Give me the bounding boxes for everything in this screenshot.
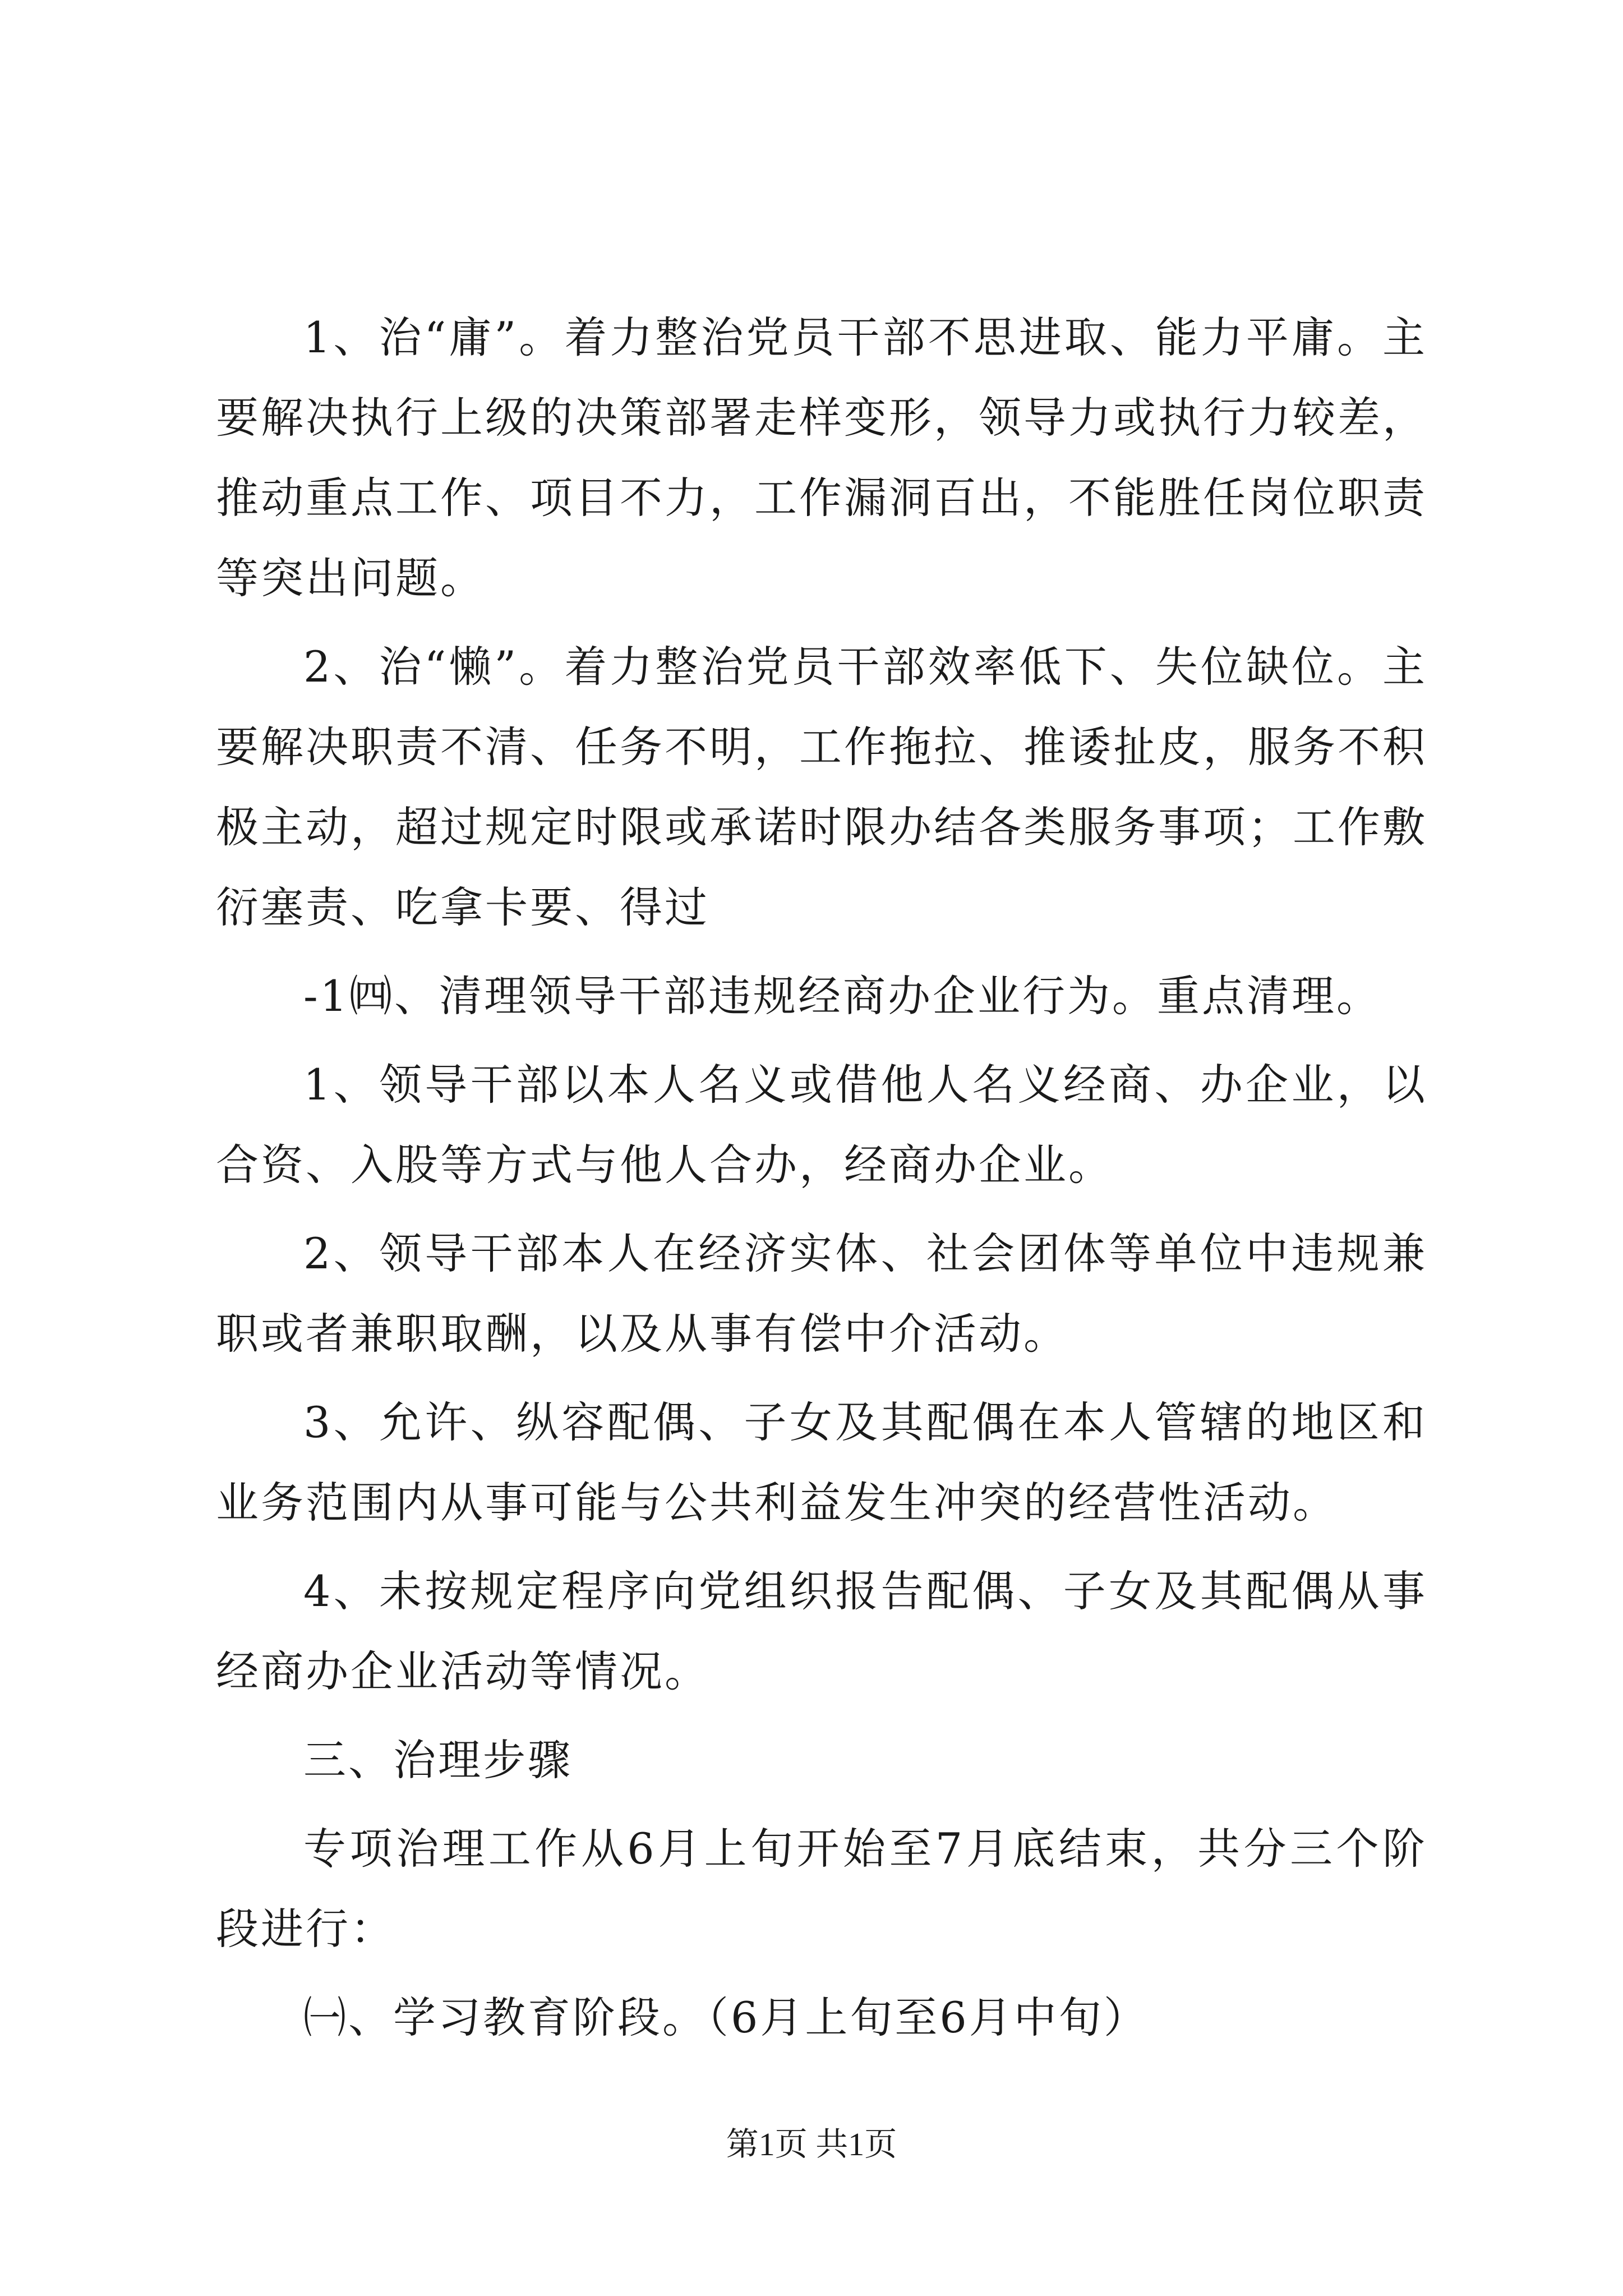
paragraph-item-3: 3、允许、纵容配偶、子女及其配偶在本人管辖的地区和业务范围内从事可能与公共利益发生冲突的经营性活动。 <box>216 1397 1427 1527</box>
section-heading-steps: 三、治理步骤 <box>303 1735 573 1785</box>
document-body <box>216 297 1427 2066</box>
paragraph-schedule: 专项治理工作从6月上旬开始至7月底结束，共分三个阶段进行： <box>216 1824 1427 1954</box>
paragraph-zhi-lan: 2、治“懒”。着力整治党员干部效率低下、失位缺位。主要解决职责不清、任务不明，工作拖拉、推诿扯皮，服务不积极主动，超过规定时限或承诺时限办结各类服务事项；工作敷衍塞责、吃拿卡要、得过 <box>216 642 1427 932</box>
paragraph-stage-1: ㈠、学习教育阶段。（6月上旬至6月中旬） <box>303 1993 1149 2042</box>
paragraph-section-4-heading: -1㈣、清理领导干部违规经商办企业行为。重点清理。 <box>303 971 1382 1021</box>
page-footer: 第1页 共1页 <box>726 2126 897 2162</box>
paragraph-zhi-yong: 1、治“庸”。着力整治党员干部不思进取、能力平庸。主要解决执行上级的决策部署走样变形，领导力或执行力较差，推动重点工作、项目不力，工作漏洞百出，不能胜任岗位职责等突出问题。 <box>216 312 1427 603</box>
paragraph-item-1: 1、领导干部以本人名义或借他人名义经商、办企业，以合资、入股等方式与他人合办，经商办企业。 <box>216 1060 1427 1190</box>
paragraph-item-4: 4、未按规定程序向党组织报告配偶、子女及其配偶从事经商办企业活动等情况。 <box>216 1566 1427 1696</box>
paragraph-item-2: 2、领导干部本人在经济实体、社会团体等单位中违规兼职或者兼职取酬，以及从事有偿中介活动。 <box>216 1228 1427 1359</box>
